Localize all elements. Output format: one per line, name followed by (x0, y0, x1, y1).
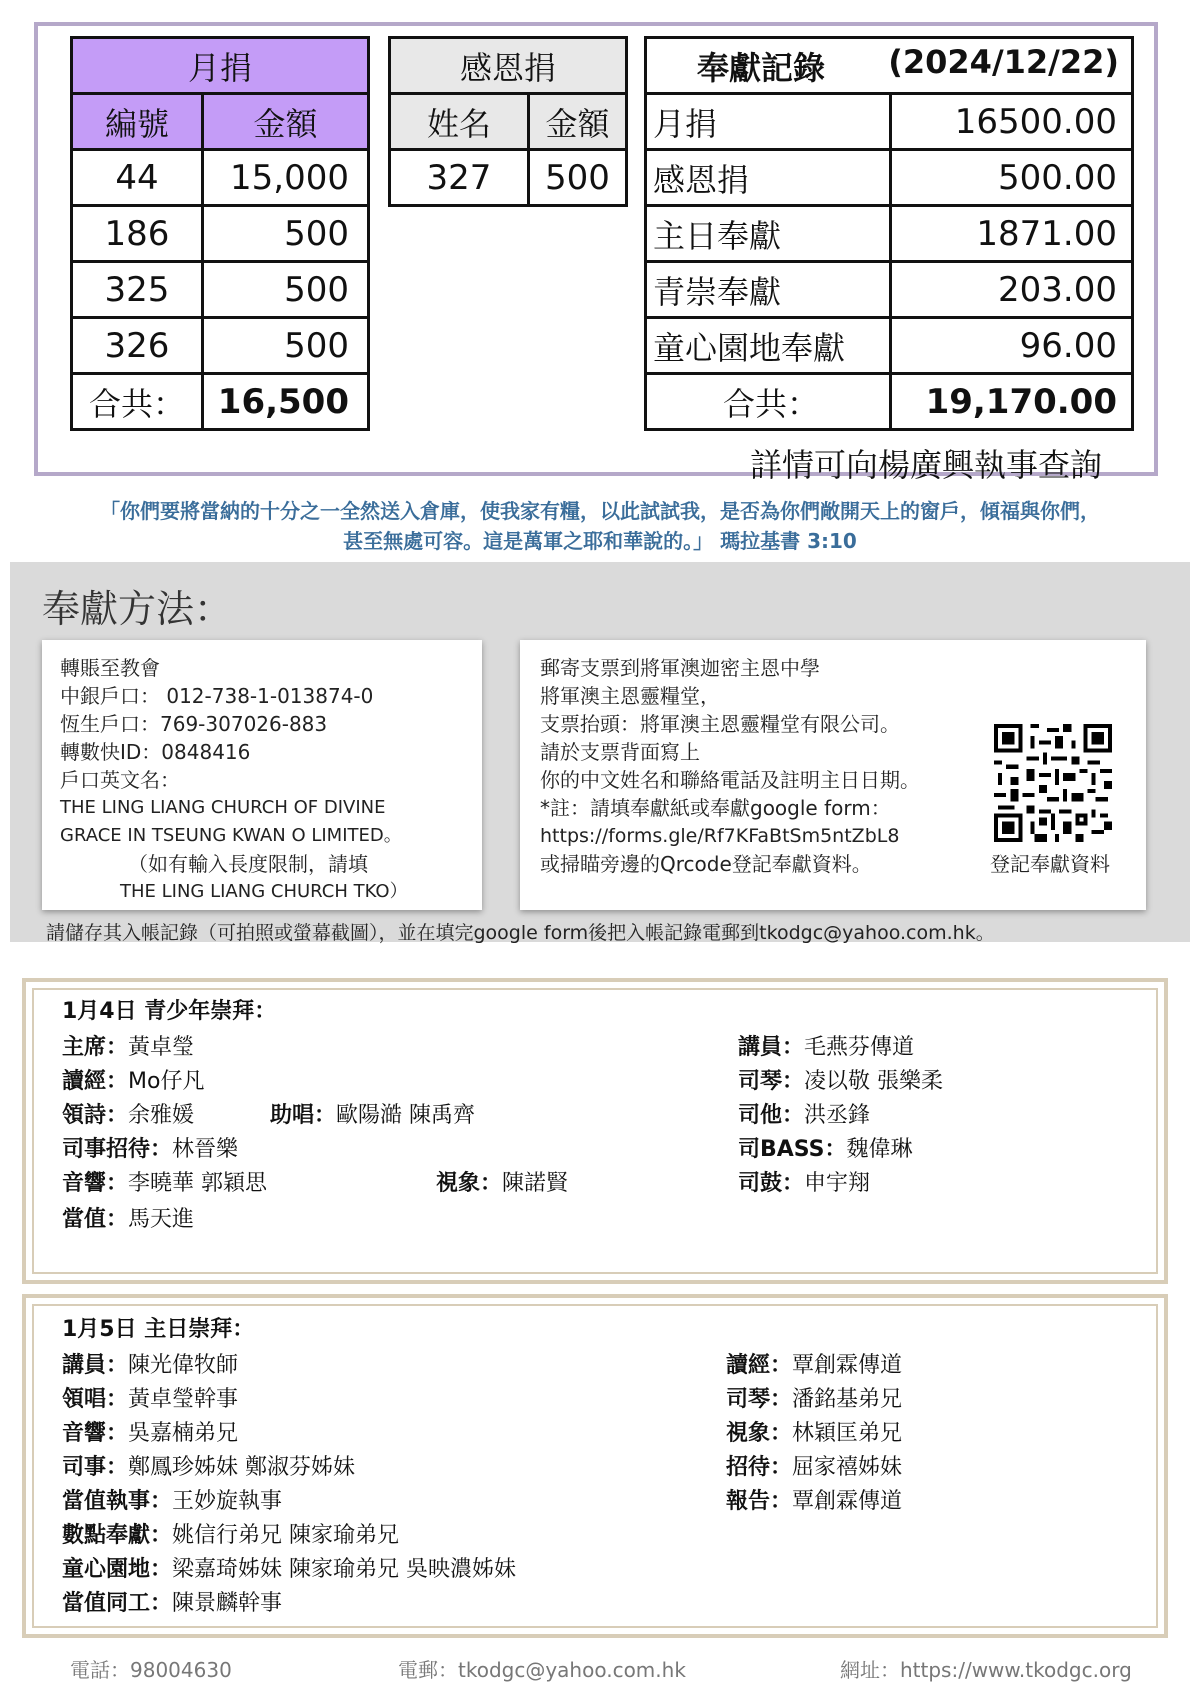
thanks-amount: 500 (529, 150, 627, 206)
form-link[interactable]: https://forms.gle/Rf7KFaBtSm5ntZbL8 (540, 825, 900, 847)
table-row (646, 150, 1133, 206)
card-line: *註：請填奉獻紙或奉獻google form： (540, 796, 891, 820)
service-role: 數點奉獻：姚信行弟兄 陳家瑜弟兄 (62, 1523, 400, 1548)
card-line: 郵寄支票到將軍澳迦密主恩中學 (540, 656, 820, 680)
inquiry-note: 詳情可向楊廣興執事查詢 (750, 446, 1103, 484)
service-role: 童心園地：梁嘉琦姊妹 陳家瑜弟兄 吳映濃姊妹 (62, 1557, 517, 1582)
record-label: 青崇奉獻 (646, 262, 891, 318)
service-role: 司BASS：魏偉琳 (738, 1137, 913, 1162)
thanks-title: 感恩捐 (390, 38, 627, 94)
card-line: 轉數快ID：0848416 (60, 740, 251, 764)
thanks-col-amount: 金額 (529, 94, 627, 150)
sunday-service-box (22, 1294, 1168, 1638)
record-value: 500.00 (891, 150, 1133, 206)
card-line: 恆生戶口：769-307026-883 (60, 712, 328, 736)
card-line: GRACE IN TSEUNG KWAN O LIMITED。 (60, 825, 402, 846)
card-line: 中銀戶口： 012-738-1-013874-0 (60, 684, 374, 708)
monthly-total-value: 16,500 (203, 374, 369, 430)
footer-website[interactable]: 網址：https://www.tkodgc.org (840, 1658, 1132, 1682)
monthly-amount: 15,000 (203, 150, 369, 206)
record-value: 16500.00 (891, 94, 1133, 150)
table-row (72, 262, 369, 318)
service-role: 音響：吳嘉楠弟兄 (62, 1421, 239, 1446)
record-label: 感恩捐 (646, 150, 891, 206)
monthly-col-number: 編號 (72, 94, 203, 150)
service-role: 視象：林穎匡弟兄 (726, 1421, 903, 1446)
record-value: 96.00 (891, 318, 1133, 374)
service-role: 司事招待：林晉樂 (62, 1137, 239, 1162)
card-line: 支票抬頭：將軍澳主恩靈糧堂有限公司。 (540, 712, 900, 736)
card-line: （如有輸入長度限制，請填 (128, 852, 368, 876)
record-total-value: 19,170.00 (891, 374, 1133, 430)
thanks-name: 327 (390, 150, 529, 206)
footer-phone: 電話：98004630 (70, 1658, 232, 1682)
service-role: 讀經：Mo仔凡 (62, 1069, 205, 1094)
verse-line: 「你們要將當納的十分之一全然送入倉庫，使我家有糧，以此試試我，是否為你們敞開天上的窗戶，傾福與你們， (100, 499, 1100, 523)
service-role: 當值：馬天進 (62, 1207, 195, 1232)
youth-service-box (22, 978, 1168, 1284)
service-role: 司事：鄭鳳珍姊妹 鄭淑芬姊妹 (62, 1455, 356, 1480)
service-role: 司琴：凌以敬 張樂柔 (738, 1069, 944, 1094)
table-row (72, 206, 369, 262)
footer-email[interactable]: 電郵：tkodgc@yahoo.com.hk (398, 1658, 686, 1682)
service-role: 讀經：覃創霖傳道 (726, 1353, 903, 1378)
service-role: 司他：洪丞鋒 (738, 1103, 871, 1128)
service-role: 司鼓：申宇翔 (738, 1171, 871, 1196)
service-role: 領唱：黃卓瑩幹事 (62, 1387, 239, 1412)
verse-line: 甚至無處可容。這是萬軍之耶和華說的。」 瑪拉基書 3:10 (343, 529, 857, 553)
service-role: 招待：屈家禧姊妹 (726, 1455, 903, 1480)
service-role: 領詩：余雅媛 (62, 1103, 195, 1128)
service-role: 報告：覃創霖傳道 (726, 1489, 903, 1514)
table-row (646, 262, 1133, 318)
monthly-number: 325 (72, 262, 203, 318)
methods-note: 請儲存其入帳記錄（可拍照或螢幕截圖），並在填完google form後把入帳記錄電郵到tkodgc@yahoo.com.hk。 (46, 922, 995, 944)
monthly-amount: 500 (203, 318, 369, 374)
record-header (646, 38, 1133, 94)
table-row (646, 94, 1133, 150)
sunday-service-title: 1月5日 主日崇拜： (62, 1317, 255, 1342)
bank-transfer-card (42, 640, 482, 910)
card-line: THE LING LIANG CHURCH OF DIVINE (60, 797, 386, 818)
youth-service-title: 1月4日 青少年崇拜： (62, 999, 277, 1024)
qr-code-icon[interactable] (994, 724, 1112, 842)
monthly-number: 44 (72, 150, 203, 206)
qr-label: 登記奉獻資料 (990, 852, 1110, 876)
card-line: 將軍澳主恩靈糧堂， (540, 684, 720, 708)
service-role: 音響：李曉華 郭穎思 (62, 1171, 268, 1196)
record-value: 203.00 (891, 262, 1133, 318)
record-total-label: 合共： (646, 374, 891, 430)
monthly-amount: 500 (203, 262, 369, 318)
monthly-title: 月捐 (72, 38, 369, 94)
service-role: 講員：毛燕芬傳道 (738, 1035, 915, 1060)
card-line: 請於支票背面寫上 (540, 740, 700, 764)
record-label: 童心園地奉獻 (646, 318, 891, 374)
monthly-number: 326 (72, 318, 203, 374)
offering-record-table (644, 36, 1134, 431)
card-line: 或掃瞄旁邊的Qrcode登記奉獻資料。 (540, 852, 872, 876)
table-row (646, 206, 1133, 262)
service-role: 當值同工：陳景麟幹事 (62, 1591, 283, 1616)
monthly-col-amount: 金額 (203, 94, 369, 150)
record-label: 月捐 (646, 94, 891, 150)
table-row (72, 150, 369, 206)
record-value: 1871.00 (891, 206, 1133, 262)
table-row (72, 374, 369, 430)
record-date: (2024/12/22) (888, 42, 1119, 81)
monthly-offering-table (70, 36, 370, 431)
monthly-number: 186 (72, 206, 203, 262)
table-row (646, 318, 1133, 374)
service-role: 當值執事：王妙旋執事 (62, 1489, 283, 1514)
bible-verse (20, 496, 1180, 556)
card-line: 戶口英文名： (60, 768, 180, 792)
service-role: 助唱：歐陽澔 陳禹齊 (270, 1103, 476, 1128)
thanksgiving-table (388, 36, 628, 207)
record-label: 主日奉獻 (646, 206, 891, 262)
service-role: 主席：黃卓瑩 (62, 1035, 195, 1060)
thanks-col-name: 姓名 (390, 94, 529, 150)
service-role: 視象：陳諾賢 (436, 1171, 569, 1196)
monthly-amount: 500 (203, 206, 369, 262)
table-row (646, 374, 1133, 430)
card-line: 你的中文姓名和聯絡電話及註明主日日期。 (540, 768, 920, 792)
record-title: 奉獻記錄 (697, 48, 826, 87)
service-role: 講員：陳光偉牧師 (62, 1353, 239, 1378)
methods-title: 奉獻方法： (42, 587, 233, 631)
card-line: 轉賬至教會 (60, 656, 160, 680)
service-role: 司琴：潘銘基弟兄 (726, 1387, 903, 1412)
card-line: THE LING LIANG CHURCH TKO） (120, 881, 408, 902)
table-row (72, 318, 369, 374)
table-row (390, 150, 627, 206)
monthly-total-label: 合共： (72, 374, 203, 430)
